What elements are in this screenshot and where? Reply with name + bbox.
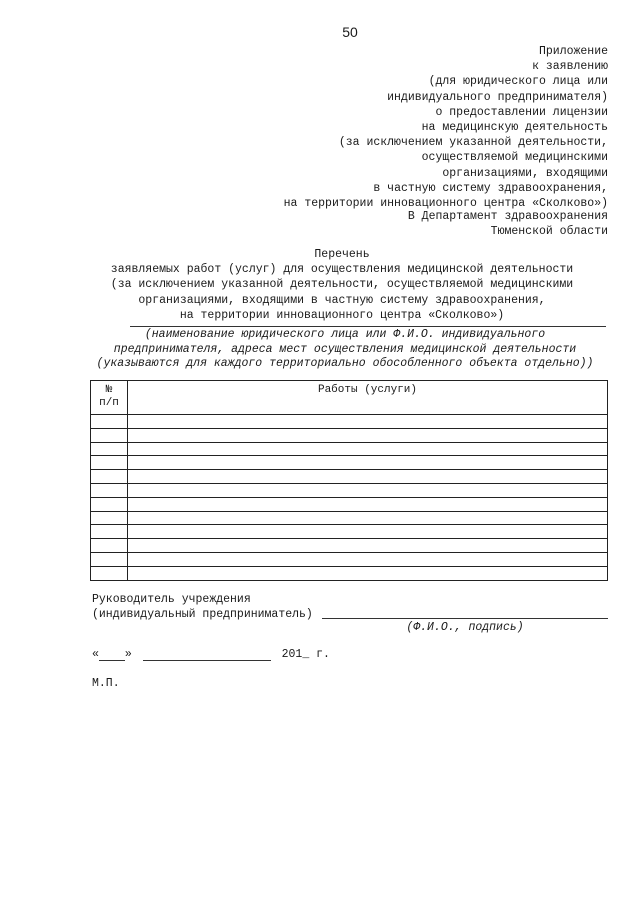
services-table [90, 380, 608, 581]
appendix-line: (за исключением указанной деятельности, [338, 136, 608, 150]
list-title-line: заявляемых работ (услуг) для осуществления медицинской деятельности [110, 263, 574, 277]
open-quote: « [92, 648, 99, 661]
list-title-line: на территории инновационного центра «Сколково») [179, 308, 505, 322]
appendix-line: о предоставлении лицензии [435, 105, 608, 119]
row-number-cell[interactable] [91, 525, 128, 539]
recipient-block [408, 209, 608, 239]
table-row [91, 566, 608, 580]
organization-name-blank[interactable] [130, 326, 606, 327]
row-number-cell[interactable] [91, 511, 128, 525]
appendix-line: на медицинскую деятельность [421, 121, 608, 135]
appendix-line: осуществляемой медицинскими [421, 151, 608, 165]
appendix-line: к заявлению [532, 60, 608, 74]
row-service-cell[interactable] [128, 442, 608, 456]
year-text: 201_ г. [281, 648, 330, 661]
row-service-cell[interactable] [128, 525, 608, 539]
signature-blank[interactable] [322, 618, 608, 619]
appendix-block [284, 44, 608, 211]
row-number-cell[interactable] [91, 497, 128, 511]
table-row [91, 552, 608, 566]
signature-label: Руководитель учреждения (индивидуальный предприниматель) [92, 593, 313, 622]
appendix-line: организациями, входящими [442, 166, 608, 180]
row-number-cell[interactable] [91, 470, 128, 484]
appendix-line: в частную систему здравоохранения, [373, 181, 608, 195]
table-row [91, 511, 608, 525]
caption-line: (указываются для каждого территориально обособленного объекта отдельно)) [96, 357, 594, 370]
row-number-cell[interactable] [91, 483, 128, 497]
appendix-line: (для юридического лица или [428, 75, 608, 89]
list-title-line: организациями, входящими в частную систему здравоохранения, [138, 293, 546, 307]
row-service-cell[interactable] [128, 539, 608, 553]
table-header-row [91, 381, 608, 415]
page-number: 50 [342, 24, 358, 40]
row-service-cell[interactable] [128, 566, 608, 580]
header-number: № п/п [91, 381, 128, 415]
row-number-cell[interactable] [91, 428, 128, 442]
row-service-cell[interactable] [128, 470, 608, 484]
row-service-cell[interactable] [128, 552, 608, 566]
table-row [91, 470, 608, 484]
table-row [91, 525, 608, 539]
list-title-heading: Перечень [314, 248, 370, 261]
appendix-line: на территории инновационного центра «Сколково») [283, 197, 608, 211]
table-row [91, 428, 608, 442]
row-number-cell[interactable] [91, 415, 128, 429]
row-number-cell[interactable] [91, 442, 128, 456]
day-blank[interactable] [99, 649, 125, 661]
caption-line: предпринимателя, адреса мест осуществления медицинской деятельности [113, 342, 577, 356]
row-number-cell[interactable] [91, 552, 128, 566]
row-number-cell[interactable] [91, 539, 128, 553]
row-service-cell[interactable] [128, 428, 608, 442]
table-body [91, 415, 608, 581]
table-row [91, 442, 608, 456]
close-quote: » [124, 648, 132, 661]
row-service-cell[interactable] [128, 456, 608, 470]
row-service-cell[interactable] [128, 415, 608, 429]
row-number-cell[interactable] [91, 456, 128, 470]
stamp-label: М.П. [92, 677, 120, 690]
row-service-cell[interactable] [128, 511, 608, 525]
organization-name-caption [40, 328, 640, 372]
signature-caption: (Ф.И.О., подпись) [406, 621, 524, 634]
list-title [42, 247, 640, 323]
row-service-cell[interactable] [128, 497, 608, 511]
recipient-line: В Департамент здравоохранения [407, 210, 608, 223]
table-row [91, 456, 608, 470]
row-number-cell[interactable] [91, 566, 128, 580]
table-row [91, 483, 608, 497]
row-service-cell[interactable] [128, 483, 608, 497]
date-row [92, 648, 330, 661]
appendix-line: Приложение [538, 45, 608, 58]
table-row [91, 415, 608, 429]
appendix-line: индивидуального предпринимателя) [387, 90, 608, 104]
recipient-line: Тюменской области [490, 225, 608, 239]
month-blank[interactable] [143, 649, 271, 661]
table-row [91, 539, 608, 553]
header-services: Работы (услуги) [128, 381, 608, 415]
list-title-line: (за исключением указанной деятельности, осуществляемой медицинскими [110, 278, 574, 292]
caption-line: (наименование юридического лица или Ф.И.О. индивидуального [144, 328, 546, 341]
table-row [91, 497, 608, 511]
